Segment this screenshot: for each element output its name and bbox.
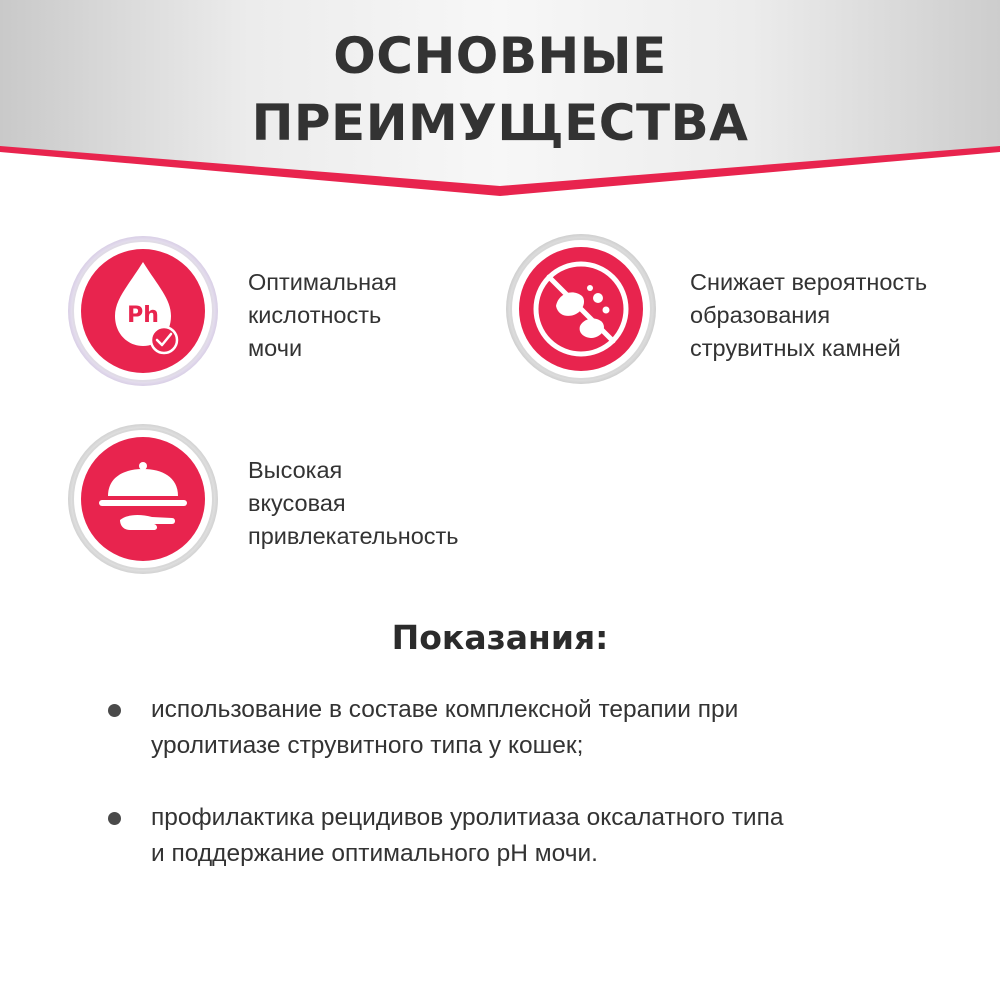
serving-cloche-icon: [68, 424, 218, 574]
feature-acidity-text: [248, 266, 397, 365]
feature-line: вкусовая: [248, 490, 346, 516]
no-stones-icon: [506, 234, 656, 384]
list-item-line: уролитиазе струвитного типа у кошек;: [151, 732, 584, 759]
indications-heading: Показания:: [391, 618, 609, 657]
ph-drop-check-icon: [68, 236, 218, 386]
feature-line: привлекательность: [248, 523, 459, 549]
feature-palatability-text: [248, 454, 459, 553]
bullet-dot: [108, 812, 121, 825]
list-item-line: использование в составе комплексной терапии при: [151, 696, 739, 723]
feature-line: струвитных камней: [690, 335, 901, 361]
page-title-line-1: ОСНОВНЫЕ: [333, 27, 667, 85]
list-item-line: и поддержание оптимального рН мочи.: [151, 840, 598, 867]
page-title-line-2: ПРЕИМУЩЕСТВА: [251, 94, 749, 152]
feature-stones-text: [690, 266, 927, 365]
feature-line: образования: [690, 302, 831, 328]
feature-line: мочи: [248, 335, 303, 361]
list-item-line: профилактика рецидивов уролитиаза оксалатного типа: [151, 804, 784, 831]
feature-line: Снижает вероятность: [690, 269, 928, 295]
feature-line: Оптимальная: [248, 269, 397, 295]
list-item-text: [151, 800, 784, 872]
feature-line: Высокая: [248, 457, 343, 483]
badge-ph-label: Ph: [127, 303, 159, 328]
header-banner: [0, 0, 1000, 200]
feature-line: кислотность: [248, 302, 382, 328]
bullet-dot: [108, 704, 121, 717]
list-item-text: [151, 692, 738, 764]
